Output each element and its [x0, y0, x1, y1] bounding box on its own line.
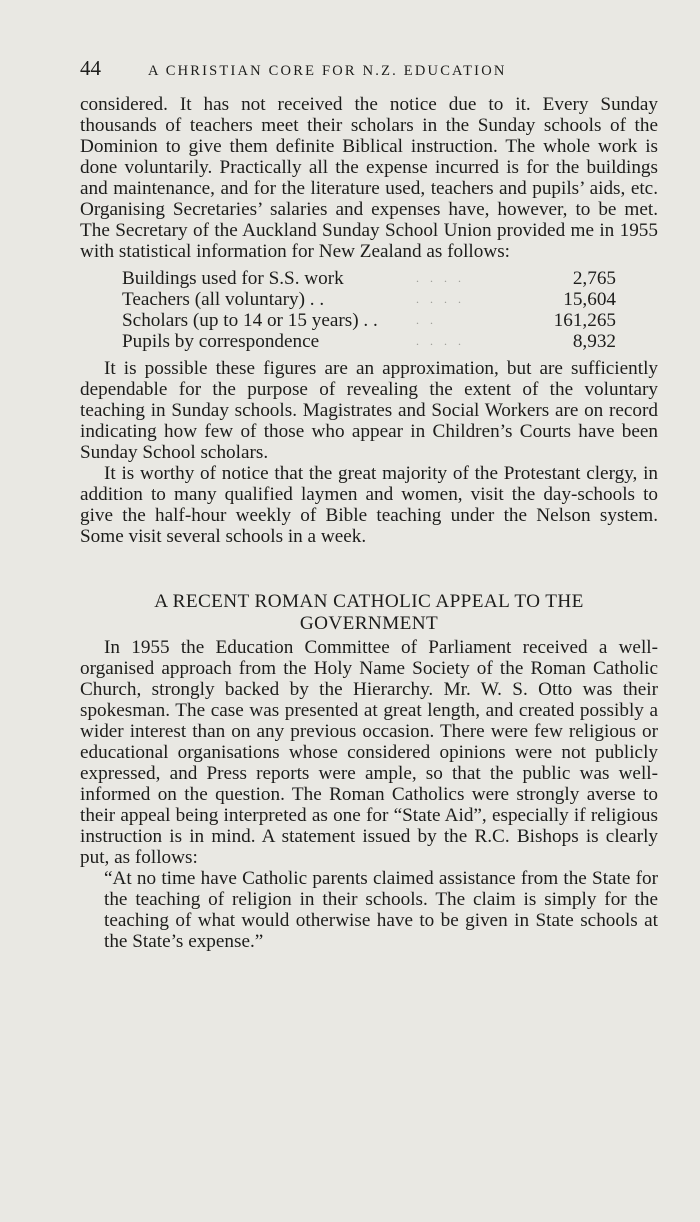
paragraph-clergy: It is worthy of notice that the great majority of the Protestant clergy, in addition to many qualified laymen and women, visit the day-schools to give the half-hour weekly of Bible teaching under the Nelson system. Some visit several schools in a week. [80, 463, 658, 547]
stat-value: 2,765 [572, 268, 616, 289]
section-heading-line: GOVERNMENT [299, 613, 439, 634]
stat-leader-dots: . . . . [416, 292, 465, 306]
stat-value: 8,932 [572, 331, 616, 352]
stat-leader-dots: . . [416, 313, 437, 327]
page-number: 44 [80, 56, 101, 80]
paragraph-catholic-appeal: In 1955 the Education Committee of Parliament received a well-organised approach from the Holy Name Society of the Roman Catholic Church, strongly backed by the Hierarchy. Mr. W. S. Otto was their spokesman. The case was presented at great length, and created possibly a wider interest than on any previous occasion. There were few religious or educational organisations whose considered opinions were not publicly expressed, and Press reports were ample, so that the public was well-informed on the question. The Roman Catholics were strongly averse to their appeal being interpreted as one for “State Aid”, especially if religious instruction is in mind. A statement issued by the R.C. Bishops is clearly put, as follows: [80, 637, 658, 868]
page-header [80, 56, 658, 86]
paragraph-sunday-schools: considered. It has not received the notice due to it. Every Sunday thousands of teachers meet their scholars in the Sunday schools of the Dominion to give them definite Biblical instruction. The whole work is done voluntarily. Practically all the expense incurred is for the buildings and maintenance, and for the literature used, teachers and pupils’ aids, etc. Organising Secretaries’ salaries and expenses have, however, to be met. The Secretary of the Auckland Sunday School Union provided me in 1955 with statistical information for New Zealand as follows: [80, 94, 658, 262]
stat-leader-dots: . . . . [416, 334, 465, 348]
stat-label: Scholars (up to 14 or 15 years) . . [122, 310, 378, 331]
section-heading [80, 591, 658, 635]
paragraph-figures: It is possible these figures are an approximation, but are sufficiently dependable for the purpose of revealing the extent of the voluntary teaching in Sunday schools. Magistrates and Social Workers are on record indicating how few of those who appear in Children’s Courts have been Sunday School scholars. [80, 358, 658, 463]
stat-row [122, 289, 616, 310]
stat-label: Pupils by correspondence [122, 331, 320, 352]
running-title: A CHRISTIAN CORE FOR N.Z. EDUCATION [148, 63, 507, 79]
stat-label: Teachers (all voluntary) . . [122, 289, 325, 310]
statistics-table [122, 268, 616, 352]
stat-leader-dots: . . . . [416, 271, 465, 285]
stat-row [122, 310, 616, 331]
stat-value: 15,604 [563, 289, 616, 310]
stat-row [122, 268, 616, 289]
stat-row [122, 331, 616, 352]
section-heading-line: A RECENT ROMAN CATHOLIC APPEAL TO THE [154, 591, 584, 612]
book-page [80, 56, 658, 952]
stat-value: 161,265 [553, 310, 616, 331]
stat-label: Buildings used for S.S. work [122, 268, 344, 289]
bishops-quote: “At no time have Catholic parents claimed assistance from the State for the teaching of religion in their schools. The claim is simply for the teaching of what would otherwise have to be given in State schools at the State’s expense.” [104, 868, 658, 952]
